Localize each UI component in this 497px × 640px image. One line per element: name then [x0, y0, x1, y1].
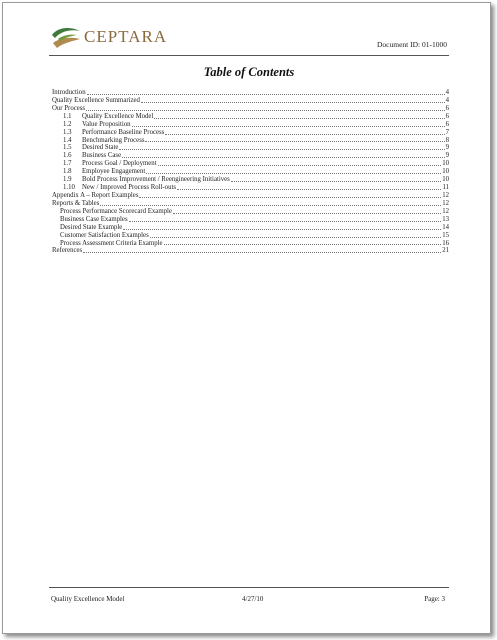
- toc-entry-label: Our Process: [52, 104, 86, 112]
- toc-entry[interactable]: [52, 89, 449, 97]
- toc-entry-label: Customer Satisfaction Examples: [60, 231, 149, 239]
- toc-entry-page: 13: [442, 215, 449, 223]
- toc-entry-number: 1.6: [63, 152, 72, 160]
- toc-dot-leader: [86, 109, 445, 111]
- toc-entry-page: 15: [442, 231, 449, 239]
- toc-entry-label: New / Improved Process Roll-outs: [82, 184, 177, 192]
- toc-entry-page: 8: [445, 136, 449, 144]
- toc-entry-number: 1.7: [63, 160, 72, 168]
- toc-dot-leader: [231, 180, 441, 182]
- document-page: [2, 2, 491, 634]
- toc-dot-leader: [173, 212, 441, 214]
- toc-entry-label: Process Assessment Criteria Example: [60, 239, 163, 247]
- footer-page-number: Page: 3: [424, 595, 445, 603]
- toc-dot-leader: [139, 196, 441, 198]
- toc-dot-leader: [87, 93, 445, 95]
- toc-entry[interactable]: [52, 184, 449, 192]
- toc-entry-number: 1.4: [63, 136, 72, 144]
- toc-entry-page: 6: [445, 112, 449, 120]
- toc-dot-leader: [119, 148, 444, 150]
- toc-dot-leader: [132, 125, 445, 127]
- toc-entry-page: 4: [445, 96, 449, 104]
- toc-entry-page: 9: [445, 152, 449, 160]
- footer-document-name: Quality Excellence Model: [51, 595, 125, 603]
- toc-entry[interactable]: [52, 176, 449, 184]
- toc-entry[interactable]: [52, 208, 449, 216]
- toc-dot-leader: [150, 236, 441, 238]
- toc-entry[interactable]: [52, 137, 449, 145]
- toc-entry[interactable]: [52, 160, 449, 168]
- toc-entry-number: 1.5: [63, 144, 72, 152]
- toc-entry-label: Appendix A – Report Examples: [52, 192, 139, 199]
- toc-dot-leader: [158, 164, 442, 166]
- toc-entry[interactable]: [52, 105, 449, 113]
- toc-entry-page: 10: [442, 176, 449, 184]
- toc-entry[interactable]: [52, 152, 449, 160]
- table-of-contents: [52, 89, 449, 255]
- toc-entry-page: 12: [442, 199, 449, 207]
- toc-dot-leader: [145, 140, 444, 142]
- toc-entry-page: 16: [442, 239, 449, 247]
- toc-dot-leader: [164, 243, 442, 245]
- toc-entry-label: Introduction: [52, 89, 86, 97]
- toc-entry[interactable]: [52, 232, 449, 240]
- toc-entry-page: 6: [445, 104, 449, 112]
- toc-entry-label: Employee Engagement: [82, 168, 146, 176]
- toc-entry-label: Process Goal / Deployment: [82, 160, 157, 168]
- toc-entry-label: Desired State Example: [60, 223, 123, 231]
- toc-entry-page: 4: [445, 89, 449, 97]
- toc-dot-leader: [100, 204, 441, 206]
- logo-swoosh-icon: [49, 25, 83, 51]
- toc-dot-leader: [122, 156, 445, 158]
- document-id: Document ID: 01-1000: [377, 40, 447, 49]
- toc-entry[interactable]: [52, 97, 449, 105]
- toc-entry-page: 12: [442, 192, 449, 199]
- brand-name: CEPTARA: [84, 27, 168, 46]
- page-title: Table of Contents: [203, 65, 295, 79]
- toc-entry-label: Performance Baseline Process: [82, 128, 165, 136]
- ceptara-logo: [49, 25, 185, 51]
- toc-entry-label: Process Performance Scorecard Example: [60, 207, 172, 215]
- toc-entry-page: 10: [442, 168, 449, 176]
- toc-entry-page: 9: [445, 144, 449, 152]
- toc-entry[interactable]: [52, 168, 449, 176]
- toc-entry-page: 7: [445, 128, 449, 136]
- toc-entry-label: Bold Process Improvement / Reengineering Initiatives: [82, 176, 230, 184]
- toc-entry-label: Quality Excellence Model: [82, 112, 154, 120]
- toc-entry[interactable]: [52, 224, 449, 232]
- toc-dot-leader: [141, 101, 445, 103]
- toc-dot-leader: [129, 220, 442, 222]
- toc-entry[interactable]: [52, 129, 449, 137]
- toc-entry-number: 1.1: [63, 112, 72, 120]
- toc-dot-leader: [123, 228, 441, 230]
- toc-entry-number: 1.8: [63, 168, 72, 176]
- toc-entry-page: 12: [442, 207, 449, 215]
- toc-entry[interactable]: [52, 121, 449, 129]
- toc-entry-label: Reports & Tables: [52, 199, 100, 207]
- toc-entry-label: Desired State: [82, 144, 119, 152]
- toc-entry-label: Business Case: [82, 152, 122, 160]
- toc-dot-leader: [165, 133, 444, 135]
- toc-entry[interactable]: [52, 200, 449, 208]
- toc-entry-page: 10: [442, 160, 449, 168]
- toc-entry-page: 11: [442, 184, 449, 192]
- toc-dot-leader: [83, 251, 441, 253]
- toc-entry-label: Value Proposition: [82, 120, 131, 128]
- toc-entry-label: Benchmarking Process: [82, 136, 145, 144]
- toc-entry[interactable]: [52, 144, 449, 152]
- toc-entry-label: References: [52, 247, 83, 255]
- toc-entry-label: Business Case Examples: [60, 215, 128, 223]
- toc-entry[interactable]: [52, 192, 449, 200]
- page-header: [49, 29, 449, 56]
- footer-date: 4/27/10: [242, 595, 264, 603]
- toc-entry[interactable]: [52, 113, 449, 121]
- toc-entry-label: Quality Excellence Summarized: [52, 96, 140, 104]
- toc-entry[interactable]: [52, 240, 449, 248]
- toc-dot-leader: [177, 188, 441, 190]
- toc-entry-number: 1.10: [63, 184, 75, 192]
- toc-entry[interactable]: [52, 216, 449, 224]
- page-footer: [49, 587, 449, 610]
- toc-entry-number: 1.3: [63, 128, 72, 136]
- toc-entry-page: 6: [445, 120, 449, 128]
- toc-dot-leader: [146, 172, 441, 174]
- toc-entry-number: 1.9: [63, 176, 72, 184]
- toc-entry-number: 1.2: [63, 120, 72, 128]
- toc-dot-leader: [154, 117, 444, 119]
- toc-entry-page: 14: [442, 223, 449, 231]
- toc-entry[interactable]: [52, 247, 449, 255]
- toc-entry-page: 21: [442, 247, 449, 255]
